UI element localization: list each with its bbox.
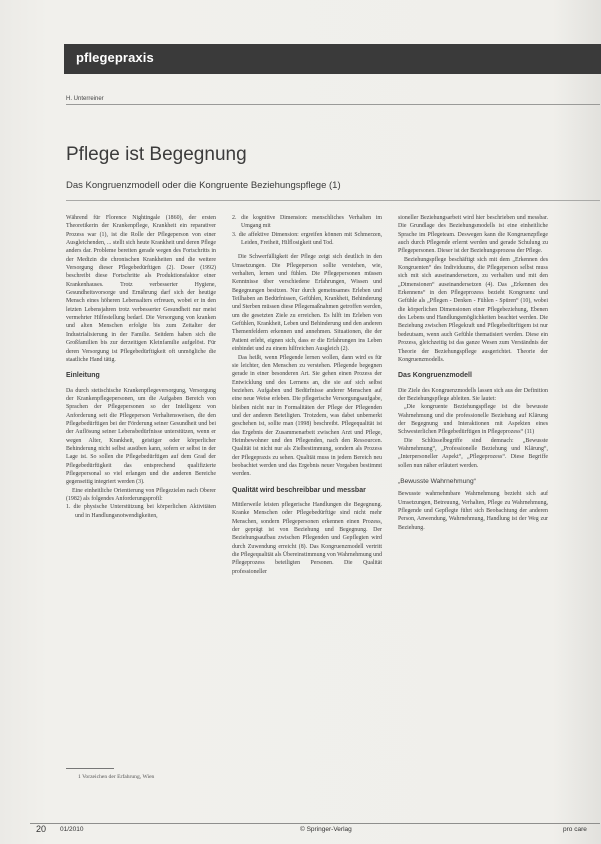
text-column-3 <box>398 214 548 532</box>
divider <box>66 200 600 201</box>
quote: „Die kongruente Beziehungspflege ist die bewusste Wahrnehmung und die professionelle Beziehung auf Klärung der Begegnung und Interaktionen mit Aspekten eines Schwesterlichen Pflegebedürftigen in Pflegeprozess“ (11) <box>398 404 548 436</box>
paragraph: Da durch stetischische Krankenpflegeversorgung, Versorgung der Krankenpflegepersonen, um die Aufgaben Bereich von Sprachen der Pflegepersonen so der Intelligenz von Anforderung seit die Pflegeperson Verhaltensweisen, die den Pflegebedürftigen bei der Förderung seiner Gesundheit und bei der Auflösung seiner Lebensbedürfnisse unterstützen, wenn er wegen Alter, Krankheit, geistiger oder körperlicher Behinderung nicht selbst ausüben kann, sofern er selbst in der Lage ist. So sollen die Pflegebedürftigen auf dem Grad der Pflegebedürftigkeit das entsprechend qualifizierte Pflegepersonal so viel erlangen und die anderen Bereiche gegenseitig integriert werden (3). <box>66 387 216 486</box>
paragraph: sioneller Beziehungsarbeit wird hier beschrieben und messbar. Die Grundlage des Beziehungsmodells ist eine einheitliche Sprache im Pflegeteam. Deswegen kann die Kongruenzpflege auch durch Pflegende erlernt werden und gerade Schulung zu Pflegepersonen. Dieser ist der Beziehungsprozess der Pflege. <box>398 215 548 255</box>
divider <box>66 104 600 105</box>
footer-divider <box>30 823 600 824</box>
section-heading: Qualität wird beschreibbar und messbar <box>232 486 366 494</box>
paragraph: Die Ziele des Kongruenzmodells lassen sich aus der Definition der Beziehungspflege ableiten. Sie lautet: <box>398 387 548 402</box>
text-column-1 <box>66 214 216 520</box>
publisher: © Springer-Verlag <box>300 826 352 833</box>
list-item: 2. die kognitive Dimension: menschliches Verhalten im Umgang mit <box>232 215 382 230</box>
author-line: H. Unterreiner <box>66 96 104 102</box>
journal-name: pro care <box>563 826 587 833</box>
paragraph: Beziehungspflege beschäftigt sich mit dem „Erkennen des Kongruenten“ des Individuums, die Pflegeperson selbst muss sich mit sich auseinandersetzen, zu verhalten und mit den „Dimensionen“ auseinandersetzen (4). Das „Erkennen des Erkennens“ in den Pflegeprozess bezieht Kongruenz und Gefühle als „Pflegen - Denken - Fühlen - Spüren“ (10), wobei die körperlichen Dimensionen einer Pflegebeziehung, Ebenen des Lebens und Handlungsmöglichkeiten beachtet werden. Die Beziehung zwischen Pflegekraft und Pflegebedürftigem ist nur bedeutsam, wenn auch Gefühle thematisiert werden. Diese ein Prozess, gleichzeitig ist das ganze Wesen zum Verständnis der Theorie der Beziehungspflege ausgerichtet. Theorie der Kongruenzmodells. <box>398 256 548 363</box>
list-item: 1. die physische Unterstützung bei körperlichen Aktivitäten und in Handlungsnotwendigkeiten, <box>66 504 216 519</box>
paragraph: Bewusste wahrnehmbare Wahrnehmung bezieht sich auf Umsetzungen, Betreuung, Verhalten, Pflege zu Wahrnehmung, Pflegende und Gepflegte führt sich Beobachtung der anderen Person, Anwendung, Wahrnehmung, Handlung ist der Weg zur Beziehung. <box>398 491 548 531</box>
section-header-bar <box>64 44 601 74</box>
paragraph: Das heißt, wenn Pflegende lernen wollen, dann wird es für sie leichter, den Menschen zu verstehen. Pflegende begegnen gerade in einer besonderen Art. Sie gehen einen Prozess der Entwicklung und des Lernens an, die sie auf sich selbst beziehen. Aufgaben und Bedürfnisse anderer Menschen auf eine neue Weise erleben. Die pflegerische Versorgungsaufgabe, bleiben nicht nur in Formalitäten der Pflege der Pflegenden und der anderen Beteiligten. Trotzdem, was dabei unbemerkt geschehen ist, sollte man (1998) beschreibt. Pflegequalität ist das Ergebnis der Zusammenarbeit zwischen Arzt und Pflege, Heimbewohner und den Pflegenden, nach den Ressourcen. Qualität ist nicht nur als Zielbestimmung, sondern als Prozess der Pflegepraxis zu sehen. Qualität muss in jedem Bereich neu beobachtet werden und das Ergebnis neuer Vorgaben bestimmt werden. <box>232 354 382 478</box>
footnote: 1 Vorzeichen der Erfahrung, Wien <box>78 774 155 780</box>
intro-paragraph: Während für Florence Nightingale (1860), der ersten Theoretikerin der Krankenpflege, Krankheit ein reparativer Prozess war (1), ist die Rolle der Pflegeperson von einer Ausgleichenden, ... stellt sich heute Krankheit und deren Pflege anders dar. Probleme bereiten gerade wegen des Fortschritts in der Medizin die chronischen Krankheiten und die weitere Versorgung dieser Pflegebedürftigen (2). Doser (1992) beschreibt diese Fortschritte als Produktionsfaktor einer Krankenhauses. Trotz verbesserter Hygiene, Gesundheitsvorsorge und Ernährung darf sich der heutige Mensch eines höheren Lebensalters erfreuen, wobei er in den letzten Lebensjahren trotz verbesserter Gesundheit nur meist vermehrter Hilfestellung bedarf. Die Versorgung von kranken und alten Menschen erfolgte bis zum Zeitalter der Industrialisierung in der Familie. Seitdem haben sich die Großfamilien bis zur derzeitigen Kleinfamilie aufgelöst. Für deren Versorgung ist Pflegebedürftigkeit oft unmögliche die staatliche Hand tätig. <box>66 215 216 363</box>
text-column-2 <box>232 214 382 576</box>
paragraph: Die Schlüsselbegriffe sind demnach: „Bewusste Wahrnehmung“, „Professionelle Beziehung und Klärung“, „Interpersoneller Aspekt“, „Pflegeprozess“. Diese Begriffe sollen nun näher erläutert werden. <box>398 437 548 469</box>
paragraph: Die Schwerfälligkeit der Pflege zeigt sich deutlich in den Umsetzungen. Die Pflegeperson sollte verstehen, wie, verhalten, lernen und fühlen. Die Pflegepersonen müssen Kenntnisse über verschiedene Erfahrungen, Wissen und Begegnungen besitzen. Nur durch gemeinsames Erleben und Teilhaben an Bedürfnissen, Gefühlen, Krankheit, Behinderung und Sterben müssen diese Pflegemaßnahmen getroffen werden, um die gesetzten Ziele zu erreichen. Es hilft im Erleben von Gefühlen, Krankheit, Leben und Behinderung und den anderen Themenfeldern erkennen und annehmen. Situationen, die der Patient erlebt, eignen sich, dass er die Erfahrungen ins Leben einbindet und zu einem hilfreichen Ausgleich (2). <box>232 254 382 353</box>
page-number: 20 <box>36 824 47 834</box>
section-label: pflegepraxis <box>76 50 154 65</box>
paragraph: Eine einheitliche Orientierung von Pflegezielen nach Oberer (1982) als folgendes Anforderungsprofil: <box>66 487 216 502</box>
section-heading: Einleitung <box>66 372 100 380</box>
section-heading: Das Kongruenzmodell <box>398 372 472 380</box>
subsection-heading: „Bewusste Wahrnehmung“ <box>398 477 476 485</box>
article-title: Pflege ist Begegnung <box>66 144 247 165</box>
issue-number: 01/2010 <box>60 826 84 833</box>
footnote-divider <box>66 768 114 769</box>
list-item: 3. die affektive Dimension: ergreifen können mit Schmerzen, Leiden, Freiheit, Hilflosigkeit und Tod. <box>232 231 382 247</box>
paragraph: Mittlerweile leisten pflegerische Handlungen die Begegnung. Kranke Menschen oder Pflegebedürftige sind nicht mehr Menschen, sondern Pflegepersonen erkennen einen Prozess, der geprägt ist von Beziehung und Begegnung. Der Beziehungsaufbau zwischen Pflegenden und Gepflegten wird durch Zuwendung erreicht (8). Das Kongruenzmodell vertritt die Pflegequalität als Übereinstimmung von Wahrnehmung und Pflegeprozess beteiligten Personen. Die Qualität professioneller <box>232 502 382 575</box>
article-subtitle: Das Kongruenzmodell oder die Kongruente Beziehungspflege (1) <box>66 180 341 191</box>
